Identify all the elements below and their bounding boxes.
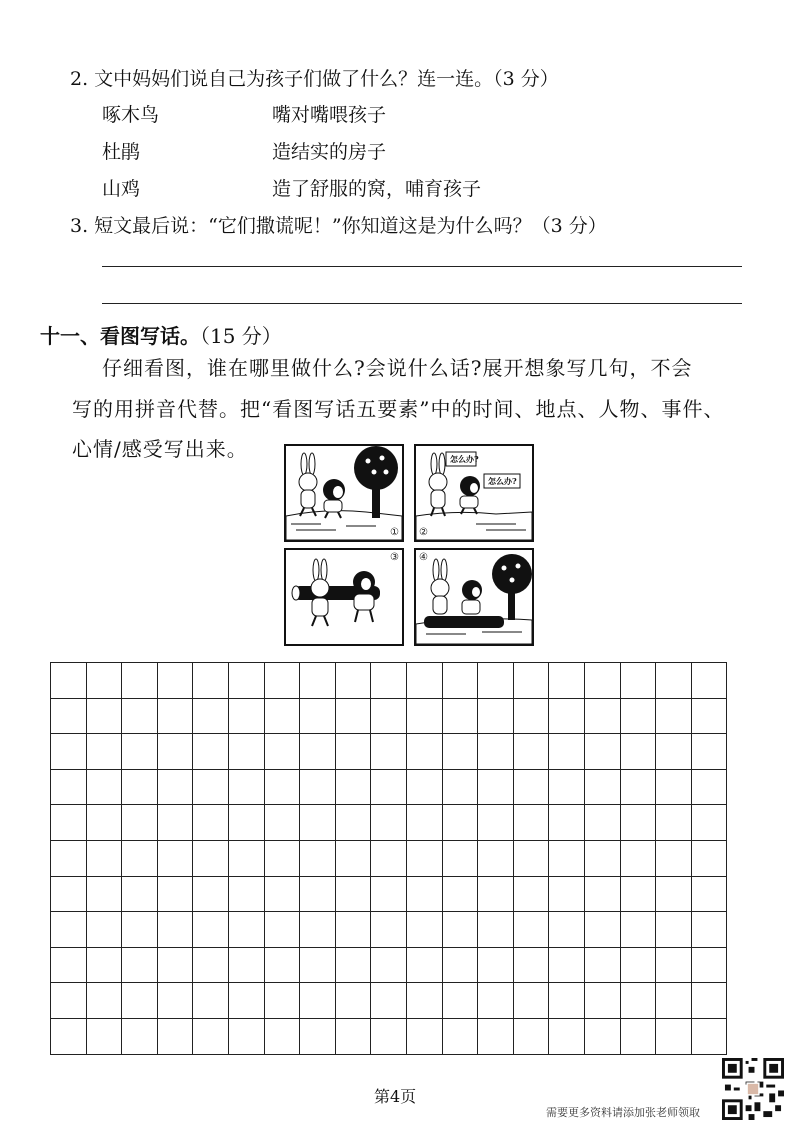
grid-cell[interactable] bbox=[157, 734, 193, 770]
grid-cell[interactable] bbox=[371, 840, 407, 876]
grid-cell[interactable] bbox=[371, 805, 407, 841]
grid-cell[interactable] bbox=[335, 1018, 371, 1054]
grid-cell[interactable] bbox=[549, 663, 585, 699]
question-3: 3. 短文最后说：“它们撒谎呢！”你知道这是为什么吗？（3 分） bbox=[70, 215, 607, 237]
grid-cell[interactable] bbox=[335, 805, 371, 841]
grid-cell[interactable] bbox=[478, 734, 514, 770]
answer-line-1[interactable] bbox=[102, 266, 742, 267]
grid-cell[interactable] bbox=[584, 734, 620, 770]
grid-cell[interactable] bbox=[620, 663, 656, 699]
grid-cell[interactable] bbox=[86, 840, 122, 876]
grid-cell[interactable] bbox=[264, 663, 300, 699]
grid-cell[interactable] bbox=[478, 698, 514, 734]
grid-cell[interactable] bbox=[406, 983, 442, 1019]
grid-cell[interactable] bbox=[656, 1018, 692, 1054]
grid-cell[interactable] bbox=[300, 663, 336, 699]
grid-row bbox=[51, 912, 727, 948]
grid-cell[interactable] bbox=[157, 947, 193, 983]
grid-cell[interactable] bbox=[193, 1018, 229, 1054]
grid-cell[interactable] bbox=[620, 1018, 656, 1054]
grid-cell[interactable] bbox=[86, 1018, 122, 1054]
grid-cell[interactable] bbox=[193, 983, 229, 1019]
grid-cell[interactable] bbox=[584, 912, 620, 948]
grid-cell[interactable] bbox=[549, 769, 585, 805]
grid-cell[interactable] bbox=[549, 698, 585, 734]
grid-cell[interactable] bbox=[620, 912, 656, 948]
grid-cell[interactable] bbox=[122, 734, 158, 770]
grid-cell[interactable] bbox=[193, 663, 229, 699]
grid-cell[interactable] bbox=[620, 983, 656, 1019]
grid-cell[interactable] bbox=[442, 840, 478, 876]
match-right-3: 造了舒服的窝，哺育孩子 bbox=[272, 178, 482, 200]
grid-row bbox=[51, 840, 727, 876]
section-points: （15 分） bbox=[200, 324, 282, 348]
grid-cell[interactable] bbox=[656, 983, 692, 1019]
grid-cell[interactable] bbox=[442, 769, 478, 805]
grid-cell[interactable] bbox=[193, 734, 229, 770]
grid-cell[interactable] bbox=[620, 947, 656, 983]
grid-row bbox=[51, 983, 727, 1019]
match-left-pheasant: 山鸡 bbox=[102, 178, 141, 200]
grid-cell[interactable] bbox=[51, 840, 87, 876]
grid-cell[interactable] bbox=[300, 1018, 336, 1054]
grid-cell[interactable] bbox=[656, 769, 692, 805]
grid-cell[interactable] bbox=[442, 983, 478, 1019]
grid-cell[interactable] bbox=[157, 840, 193, 876]
footer-note: 需要更多资料请添加张老师领取 bbox=[546, 1106, 700, 1119]
grid-cell[interactable] bbox=[691, 1018, 727, 1054]
grid-cell[interactable] bbox=[442, 698, 478, 734]
grid-cell[interactable] bbox=[371, 912, 407, 948]
grid-cell[interactable] bbox=[406, 805, 442, 841]
instruction-line-3: 心情/感受写出来。 bbox=[72, 437, 248, 461]
grid-cell[interactable] bbox=[335, 734, 371, 770]
grid-cell[interactable] bbox=[620, 769, 656, 805]
grid-cell[interactable] bbox=[300, 876, 336, 912]
grid-cell[interactable] bbox=[513, 1018, 549, 1054]
speech-bubble-1: 怎么办? bbox=[450, 454, 479, 464]
grid-cell[interactable] bbox=[86, 912, 122, 948]
grid-cell[interactable] bbox=[193, 912, 229, 948]
grid-cell[interactable] bbox=[228, 876, 264, 912]
grid-cell[interactable] bbox=[406, 840, 442, 876]
grid-cell[interactable] bbox=[442, 663, 478, 699]
grid-cell[interactable] bbox=[264, 912, 300, 948]
panel-number-2: ② bbox=[419, 527, 428, 538]
grid-cell[interactable] bbox=[620, 805, 656, 841]
grid-cell[interactable] bbox=[584, 663, 620, 699]
grid-cell[interactable] bbox=[656, 698, 692, 734]
grid-cell[interactable] bbox=[157, 983, 193, 1019]
grid-cell[interactable] bbox=[228, 840, 264, 876]
grid-cell[interactable] bbox=[157, 912, 193, 948]
grid-cell[interactable] bbox=[371, 1018, 407, 1054]
grid-cell[interactable] bbox=[513, 734, 549, 770]
grid-cell[interactable] bbox=[620, 840, 656, 876]
grid-cell[interactable] bbox=[691, 734, 727, 770]
grid-cell[interactable] bbox=[228, 983, 264, 1019]
grid-cell[interactable] bbox=[264, 876, 300, 912]
grid-cell[interactable] bbox=[300, 840, 336, 876]
grid-cell[interactable] bbox=[264, 734, 300, 770]
grid-cell[interactable] bbox=[584, 840, 620, 876]
grid-cell[interactable] bbox=[513, 698, 549, 734]
grid-cell[interactable] bbox=[513, 805, 549, 841]
grid-cell[interactable] bbox=[691, 769, 727, 805]
grid-cell[interactable] bbox=[478, 876, 514, 912]
grid-cell[interactable] bbox=[371, 734, 407, 770]
grid-cell[interactable] bbox=[478, 912, 514, 948]
grid-cell[interactable] bbox=[228, 769, 264, 805]
speech-bubble-2: 怎么办? bbox=[488, 476, 517, 486]
grid-cell[interactable] bbox=[86, 769, 122, 805]
grid-cell[interactable] bbox=[406, 912, 442, 948]
grid-cell[interactable] bbox=[584, 983, 620, 1019]
grid-cell[interactable] bbox=[371, 947, 407, 983]
grid-cell[interactable] bbox=[122, 840, 158, 876]
grid-cell[interactable] bbox=[86, 734, 122, 770]
grid-cell[interactable] bbox=[406, 734, 442, 770]
grid-cell[interactable] bbox=[193, 769, 229, 805]
grid-cell[interactable] bbox=[335, 947, 371, 983]
grid-cell[interactable] bbox=[193, 698, 229, 734]
grid-cell[interactable] bbox=[406, 947, 442, 983]
grid-cell[interactable] bbox=[264, 983, 300, 1019]
grid-cell[interactable] bbox=[656, 734, 692, 770]
grid-cell[interactable] bbox=[264, 698, 300, 734]
grid-cell[interactable] bbox=[86, 947, 122, 983]
grid-cell[interactable] bbox=[193, 805, 229, 841]
grid-cell[interactable] bbox=[442, 912, 478, 948]
grid-cell[interactable] bbox=[691, 947, 727, 983]
grid-cell[interactable] bbox=[264, 1018, 300, 1054]
comic-panel-3-art bbox=[286, 550, 402, 644]
grid-cell[interactable] bbox=[51, 947, 87, 983]
grid-cell[interactable] bbox=[656, 947, 692, 983]
grid-cell[interactable] bbox=[549, 1018, 585, 1054]
grid-cell[interactable] bbox=[122, 769, 158, 805]
grid-cell[interactable] bbox=[157, 698, 193, 734]
grid-cell[interactable] bbox=[656, 876, 692, 912]
grid-cell[interactable] bbox=[300, 912, 336, 948]
grid-cell[interactable] bbox=[264, 769, 300, 805]
grid-cell[interactable] bbox=[157, 876, 193, 912]
grid-row bbox=[51, 698, 727, 734]
grid-row bbox=[51, 734, 727, 770]
grid-cell[interactable] bbox=[300, 805, 336, 841]
grid-cell[interactable] bbox=[478, 983, 514, 1019]
grid-cell[interactable] bbox=[513, 840, 549, 876]
grid-cell[interactable] bbox=[513, 769, 549, 805]
grid-cell[interactable] bbox=[478, 663, 514, 699]
panel-number-1: ① bbox=[390, 527, 399, 538]
answer-line-2[interactable] bbox=[102, 303, 742, 304]
grid-cell[interactable] bbox=[478, 947, 514, 983]
grid-cell[interactable] bbox=[264, 947, 300, 983]
grid-cell[interactable] bbox=[51, 1018, 87, 1054]
grid-cell[interactable] bbox=[122, 1018, 158, 1054]
grid-cell[interactable] bbox=[406, 1018, 442, 1054]
grid-cell[interactable] bbox=[228, 947, 264, 983]
grid-cell[interactable] bbox=[584, 805, 620, 841]
grid-cell[interactable] bbox=[264, 840, 300, 876]
comic-panel-3 bbox=[284, 548, 404, 646]
grid-cell[interactable] bbox=[691, 805, 727, 841]
grid-cell[interactable] bbox=[584, 876, 620, 912]
grid-cell[interactable] bbox=[86, 805, 122, 841]
section-title-text: 十一、看图写话。 bbox=[40, 324, 200, 348]
grid-cell[interactable] bbox=[584, 1018, 620, 1054]
grid-cell[interactable] bbox=[228, 1018, 264, 1054]
grid-cell[interactable] bbox=[371, 983, 407, 1019]
comic-panel-1 bbox=[284, 444, 404, 542]
grid-cell[interactable] bbox=[442, 1018, 478, 1054]
match-left-woodpecker: 啄木鸟 bbox=[102, 104, 160, 126]
grid-cell[interactable] bbox=[51, 734, 87, 770]
grid-cell[interactable] bbox=[122, 805, 158, 841]
grid-cell[interactable] bbox=[157, 769, 193, 805]
grid-cell[interactable] bbox=[371, 698, 407, 734]
grid-cell[interactable] bbox=[122, 663, 158, 699]
grid-cell[interactable] bbox=[51, 698, 87, 734]
grid-cell[interactable] bbox=[300, 983, 336, 1019]
grid-cell[interactable] bbox=[122, 876, 158, 912]
grid-row bbox=[51, 876, 727, 912]
match-right-2: 造结实的房子 bbox=[272, 141, 387, 163]
grid-cell[interactable] bbox=[86, 698, 122, 734]
question-2: 2. 文中妈妈们说自己为孩子们做了什么？连一连。（3 分） bbox=[70, 68, 559, 90]
grid-cell[interactable] bbox=[691, 876, 727, 912]
grid-cell[interactable] bbox=[691, 840, 727, 876]
grid-cell[interactable] bbox=[691, 983, 727, 1019]
grid-cell[interactable] bbox=[86, 663, 122, 699]
grid-cell[interactable] bbox=[51, 912, 87, 948]
grid-cell[interactable] bbox=[656, 912, 692, 948]
grid-cell[interactable] bbox=[86, 876, 122, 912]
grid-cell[interactable] bbox=[335, 698, 371, 734]
grid-cell[interactable] bbox=[86, 983, 122, 1019]
grid-cell[interactable] bbox=[300, 769, 336, 805]
match-right-1: 嘴对嘴喂孩子 bbox=[272, 104, 387, 126]
grid-cell[interactable] bbox=[549, 734, 585, 770]
grid-cell[interactable] bbox=[478, 805, 514, 841]
grid-cell[interactable] bbox=[406, 663, 442, 699]
grid-cell[interactable] bbox=[51, 983, 87, 1019]
grid-cell[interactable] bbox=[513, 983, 549, 1019]
section-title bbox=[40, 320, 282, 349]
grid-cell[interactable] bbox=[478, 769, 514, 805]
grid-cell[interactable] bbox=[549, 840, 585, 876]
grid-cell[interactable] bbox=[51, 876, 87, 912]
grid-cell[interactable] bbox=[549, 983, 585, 1019]
grid-cell[interactable] bbox=[335, 876, 371, 912]
grid-cell[interactable] bbox=[549, 876, 585, 912]
panel-number-3: ③ bbox=[390, 552, 399, 563]
grid-cell[interactable] bbox=[371, 876, 407, 912]
grid-cell[interactable] bbox=[442, 805, 478, 841]
grid-cell[interactable] bbox=[691, 663, 727, 699]
grid-cell[interactable] bbox=[691, 698, 727, 734]
grid-cell[interactable] bbox=[478, 1018, 514, 1054]
comic-panel-4-art bbox=[416, 550, 532, 644]
grid-cell[interactable] bbox=[620, 876, 656, 912]
grid-cell[interactable] bbox=[157, 663, 193, 699]
grid-cell[interactable] bbox=[300, 947, 336, 983]
comic-panel-1-art bbox=[286, 446, 402, 540]
grid-row bbox=[51, 663, 727, 699]
qr-code-icon bbox=[722, 1058, 784, 1120]
grid-cell[interactable] bbox=[122, 912, 158, 948]
grid-cell[interactable] bbox=[691, 912, 727, 948]
grid-cell[interactable] bbox=[51, 805, 87, 841]
grid-row bbox=[51, 1018, 727, 1054]
grid-cell[interactable] bbox=[656, 663, 692, 699]
grid-cell[interactable] bbox=[193, 876, 229, 912]
grid-cell[interactable] bbox=[584, 698, 620, 734]
grid-cell[interactable] bbox=[122, 947, 158, 983]
grid-cell[interactable] bbox=[228, 734, 264, 770]
grid-cell[interactable] bbox=[513, 663, 549, 699]
grid-cell[interactable] bbox=[620, 698, 656, 734]
grid-cell[interactable] bbox=[157, 805, 193, 841]
grid-cell[interactable] bbox=[335, 912, 371, 948]
grid-cell[interactable] bbox=[122, 698, 158, 734]
grid-cell[interactable] bbox=[228, 663, 264, 699]
grid-cell[interactable] bbox=[335, 983, 371, 1019]
grid-cell[interactable] bbox=[513, 947, 549, 983]
grid-cell[interactable] bbox=[335, 663, 371, 699]
grid-cell[interactable] bbox=[335, 840, 371, 876]
grid-cell[interactable] bbox=[371, 769, 407, 805]
instruction-line-1: 仔细看图，谁在哪里做什么?会说什么话?展开想象写几句，不会 bbox=[102, 356, 693, 380]
grid-cell[interactable] bbox=[584, 947, 620, 983]
grid-row bbox=[51, 947, 727, 983]
grid-cell[interactable] bbox=[264, 805, 300, 841]
grid-cell[interactable] bbox=[228, 805, 264, 841]
grid-cell[interactable] bbox=[656, 805, 692, 841]
grid-cell[interactable] bbox=[656, 840, 692, 876]
grid-cell[interactable] bbox=[442, 734, 478, 770]
grid-cell[interactable] bbox=[406, 769, 442, 805]
grid-cell[interactable] bbox=[300, 698, 336, 734]
grid-row bbox=[51, 805, 727, 841]
grid-cell[interactable] bbox=[406, 698, 442, 734]
grid-cell[interactable] bbox=[122, 983, 158, 1019]
grid-cell[interactable] bbox=[584, 769, 620, 805]
grid-cell[interactable] bbox=[228, 698, 264, 734]
grid-cell[interactable] bbox=[442, 876, 478, 912]
grid-cell[interactable] bbox=[193, 840, 229, 876]
comic-panel-4 bbox=[414, 548, 534, 646]
grid-cell[interactable] bbox=[228, 912, 264, 948]
panel-number-4: ④ bbox=[419, 552, 428, 563]
grid-cell[interactable] bbox=[300, 734, 336, 770]
grid-cell[interactable] bbox=[51, 769, 87, 805]
grid-cell[interactable] bbox=[549, 912, 585, 948]
grid-row bbox=[51, 769, 727, 805]
grid-cell[interactable] bbox=[442, 947, 478, 983]
grid-cell[interactable] bbox=[335, 769, 371, 805]
instruction-line-2: 写的用拼音代替。把“看图写话五要素”中的时间、地点、人物、事件、 bbox=[72, 397, 725, 421]
comic-panel-2 bbox=[414, 444, 534, 542]
grid-cell[interactable] bbox=[620, 734, 656, 770]
match-left-cuckoo: 杜鹃 bbox=[102, 141, 141, 163]
grid-cell[interactable] bbox=[51, 663, 87, 699]
writing-grid[interactable] bbox=[50, 662, 727, 1055]
grid-cell[interactable] bbox=[549, 805, 585, 841]
grid-cell[interactable] bbox=[549, 947, 585, 983]
grid-cell[interactable] bbox=[371, 663, 407, 699]
grid-cell[interactable] bbox=[406, 876, 442, 912]
grid-cell[interactable] bbox=[513, 912, 549, 948]
page-number: 第4页 bbox=[374, 1087, 417, 1106]
grid-cell[interactable] bbox=[193, 947, 229, 983]
grid-cell[interactable] bbox=[478, 840, 514, 876]
grid-cell[interactable] bbox=[513, 876, 549, 912]
grid-cell[interactable] bbox=[157, 1018, 193, 1054]
